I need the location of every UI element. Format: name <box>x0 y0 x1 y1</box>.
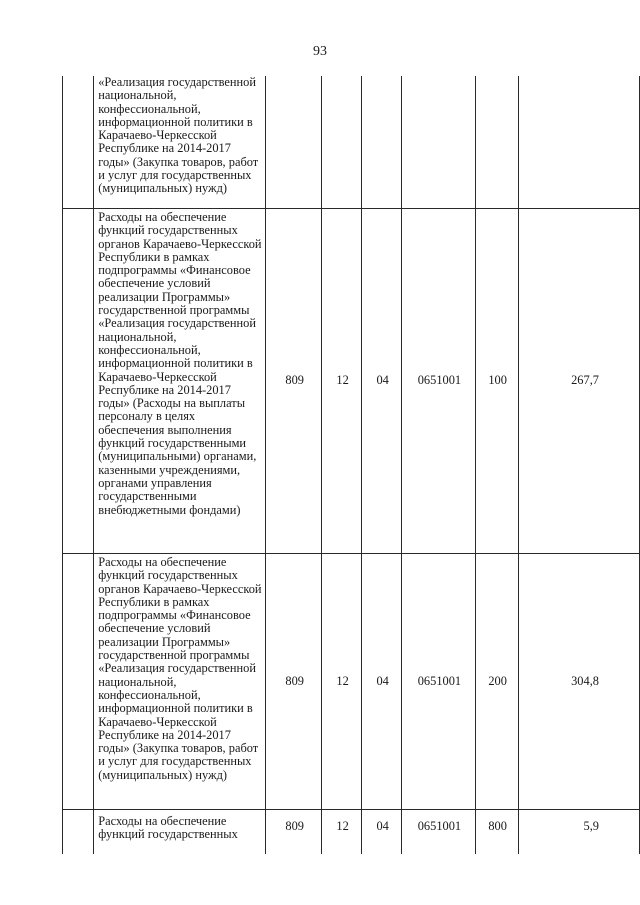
row-number-cell <box>63 209 94 554</box>
table-row <box>63 76 640 209</box>
row-number-cell <box>63 810 94 855</box>
row-number-cell <box>63 554 94 810</box>
amount-cell <box>518 76 639 209</box>
target-article-cell: 0651001 <box>402 554 475 810</box>
expense-type-cell: 200 <box>475 554 518 810</box>
expense-type-cell: 100 <box>475 209 518 554</box>
page-number: 93 <box>313 44 327 59</box>
ministry-code-cell: 809 <box>266 554 322 810</box>
target-article-cell: 0651001 <box>402 209 475 554</box>
section-code-cell: 12 <box>322 554 362 810</box>
ministry-code-cell: 809 <box>266 209 322 554</box>
expense-name-cell: «Реализация государственной национальной, конфессиональной, информационной политики в Карачаево-Черкесской Республике на 2014-2017 годы» (Закупка товаров, работ и услуг для государственных (муниципальных) нужд) <box>94 76 266 209</box>
section-code-cell: 12 <box>322 810 362 855</box>
section-code-cell <box>322 76 362 209</box>
section-code-cell: 12 <box>322 209 362 554</box>
expense-name-cell: Расходы на обеспечение функций государственных органов Карачаево-Черкесской Республики в рамках подпрограммы «Финансовое обеспечение условий реализации Программы» государственной программы «Реализация государственной национальной, конфессиональной, информационной политики в Карачаево-Черкесской Республике на 2014-2017 годы» (Расходы на выплаты персоналу в целях обеспечения выполнения функций государственными (муниципальными) органами, казенными учреждениями, органами управления государственными внебюджетными фондами) <box>94 209 266 554</box>
target-article-cell <box>402 76 475 209</box>
table-row <box>63 554 640 810</box>
expense-type-cell: 800 <box>475 810 518 855</box>
target-article-cell: 0651001 <box>402 810 475 855</box>
amount-cell: 304,8 <box>518 554 639 810</box>
subsection-code-cell <box>362 76 402 209</box>
subsection-code-cell: 04 <box>362 554 402 810</box>
table-row <box>63 810 640 855</box>
amount-cell: 5,9 <box>518 810 639 855</box>
row-number-cell <box>63 76 94 209</box>
budget-table <box>62 76 640 854</box>
amount-cell: 267,7 <box>518 209 639 554</box>
subsection-code-cell: 04 <box>362 810 402 855</box>
ministry-code-cell: 809 <box>266 810 322 855</box>
table-row <box>63 209 640 554</box>
subsection-code-cell: 04 <box>362 209 402 554</box>
expense-name-cell: Расходы на обеспечение функций государственных <box>94 810 266 855</box>
expense-type-cell <box>475 76 518 209</box>
ministry-code-cell <box>266 76 322 209</box>
expense-name-cell: Расходы на обеспечение функций государственных органов Карачаево-Черкесской Республики в рамках подпрограммы «Финансовое обеспечение условий реализации Программы» государственной программы «Реализация государственной национальной, конфессиональной, информационной политики в Карачаево-Черкесской Республике на 2014-2017 годы» (Закупка товаров, работ и услуг для государственных (муниципальных) нужд) <box>94 554 266 810</box>
